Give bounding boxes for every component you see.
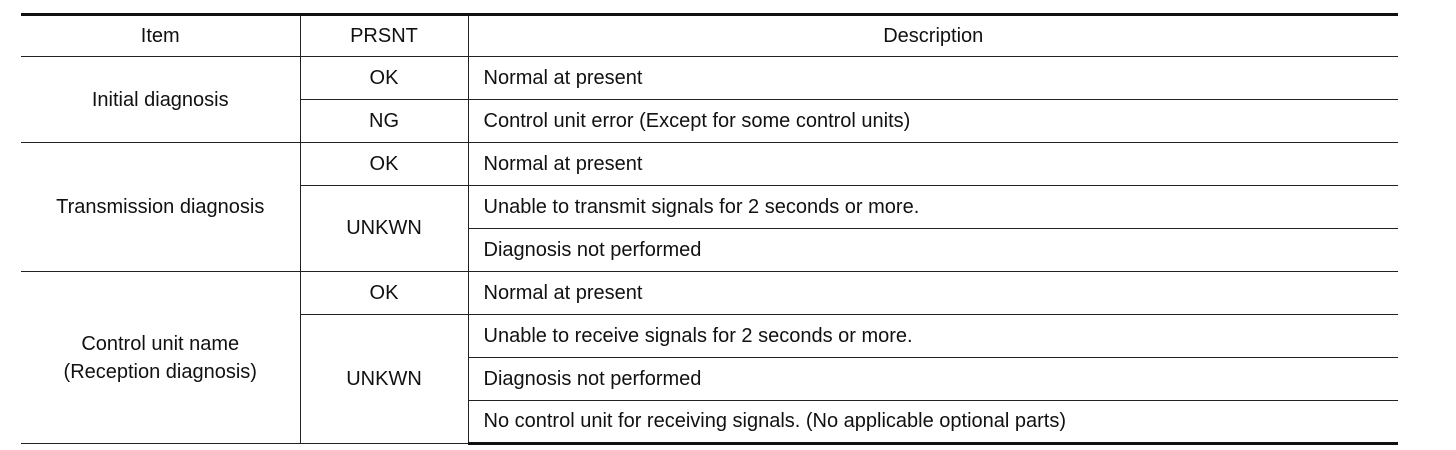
description-cell: Control unit error (Except for some control units): [468, 100, 1398, 143]
description-cell: Unable to receive signals for 2 seconds or more.: [468, 315, 1398, 358]
prsnt-cell: OK: [300, 57, 468, 100]
table-row: [21, 57, 1398, 100]
item-line-2: (Reception diagnosis): [63, 360, 257, 383]
prsnt-cell: UNKWN: [300, 186, 468, 272]
item-line-1: Control unit name: [81, 332, 240, 355]
description-cell: Diagnosis not performed: [468, 229, 1398, 272]
prsnt-cell: OK: [300, 272, 468, 315]
description-cell: Diagnosis not performed: [468, 358, 1398, 401]
table-body: [21, 57, 1398, 444]
prsnt-cell: NG: [300, 100, 468, 143]
diagnosis-table: [21, 13, 1398, 445]
header-description: Description: [468, 15, 1398, 57]
table-header: [21, 15, 1398, 57]
description-cell: Normal at present: [468, 57, 1398, 100]
description-cell: Normal at present: [468, 272, 1398, 315]
item-cell-control-unit-name: [21, 272, 300, 444]
header-row: [21, 15, 1398, 57]
table-row: [21, 143, 1398, 186]
prsnt-cell: UNKWN: [300, 315, 468, 444]
header-item: Item: [21, 15, 300, 57]
diagnosis-table-container: [21, 13, 1398, 445]
prsnt-cell: OK: [300, 143, 468, 186]
item-cell-initial-diagnosis: Initial diagnosis: [21, 57, 300, 143]
description-cell: No control unit for receiving signals. (No applicable optional parts): [468, 401, 1398, 444]
description-cell: Normal at present: [468, 143, 1398, 186]
item-cell-transmission-diagnosis: Transmission diagnosis: [21, 143, 300, 272]
header-prsnt: PRSNT: [300, 15, 468, 57]
table-row: [21, 272, 1398, 315]
description-cell: Unable to transmit signals for 2 seconds or more.: [468, 186, 1398, 229]
